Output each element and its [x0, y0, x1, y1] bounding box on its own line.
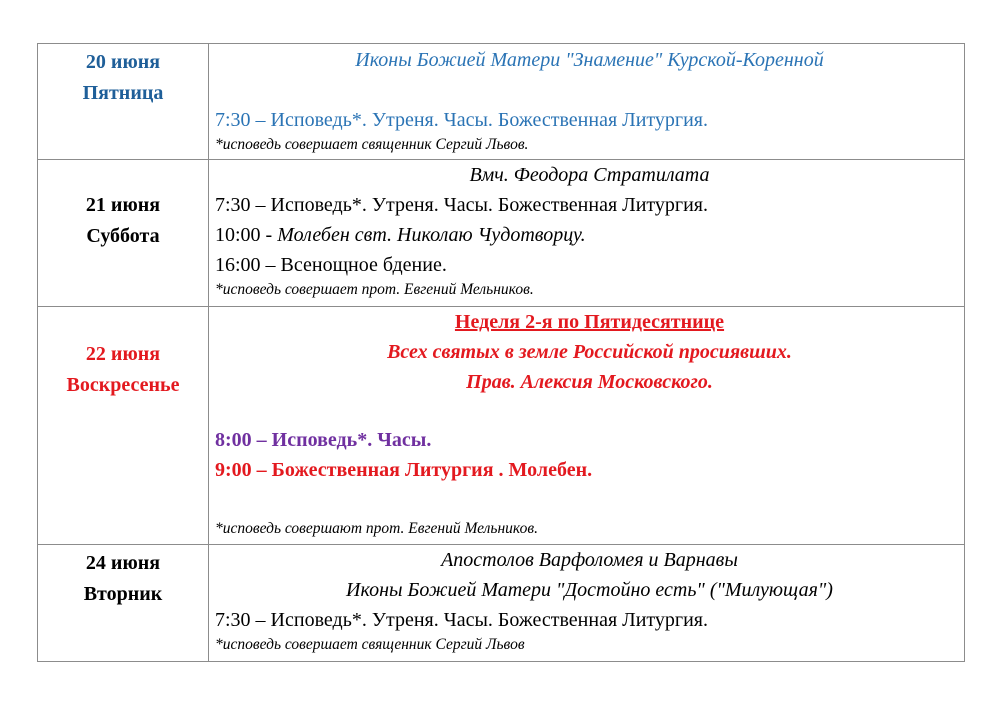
- date-label: 24 июня: [85, 552, 161, 574]
- schedule-row-20-june: [38, 44, 965, 160]
- confession-note: *исповедь совершают прот. Евгений Мельников.: [215, 520, 538, 537]
- service-cell: [209, 160, 965, 307]
- confession-note: *исповедь совершает прот. Евгений Мельников.: [215, 281, 534, 298]
- service-cell: [209, 545, 965, 662]
- day-cell: [38, 545, 209, 662]
- confession-note: *исповедь совершает священник Сергий Львов.: [215, 136, 529, 153]
- day-cell: [38, 307, 209, 545]
- feast-subtitle: Всех святых в земле Российской просиявших.: [387, 341, 792, 363]
- service-line: 9:00 – Божественная Литургия . Молебен.: [215, 459, 593, 481]
- schedule-table: [37, 43, 965, 662]
- service-cell: [209, 307, 965, 545]
- service-line: 7:30 – Исповедь*. Утреня. Часы. Божественная Литургия.: [215, 609, 708, 631]
- service-time: 10:00 -: [215, 224, 278, 246]
- service-line: 8:00 – Исповедь*. Часы.: [215, 429, 432, 451]
- service-text: Молебен свт. Николаю Чудотворцу.: [277, 224, 586, 246]
- feast-subtitle: Иконы Божией Матери "Достойно есть" ("Милующая"): [346, 579, 833, 601]
- service-line: 7:30 – Исповедь*. Утреня. Часы. Божественная Литургия.: [215, 109, 708, 131]
- service-line: [215, 220, 964, 250]
- schedule-row-21-june: [38, 160, 965, 307]
- day-cell: [38, 160, 209, 307]
- weekday-label: Вторник: [83, 583, 163, 605]
- confession-note: *исповедь совершает священник Сергий Львов: [215, 636, 525, 653]
- schedule-row-22-june: [38, 307, 965, 545]
- date-label: 21 июня: [85, 194, 161, 216]
- weekday-label: Воскресенье: [66, 374, 180, 396]
- date-label: 22 июня: [85, 343, 161, 365]
- service-cell: [209, 44, 965, 160]
- weekday-label: Суббота: [86, 225, 160, 247]
- feast-title: Вмч. Феодора Стратилата: [469, 164, 710, 186]
- feast-title: Иконы Божией Матери "Знамение" Курской-Коренной: [355, 49, 824, 71]
- feast-subtitle: Прав. Алексия Московского.: [466, 371, 713, 393]
- feast-title: Апостолов Варфоломея и Варнавы: [441, 549, 738, 571]
- service-line: 16:00 – Всенощное бдение.: [215, 254, 447, 276]
- feast-title: Неделя 2-я по Пятидесятнице: [454, 311, 725, 333]
- schedule-row-24-june: [38, 545, 965, 662]
- weekday-label: Пятница: [82, 82, 164, 104]
- day-cell: [38, 44, 209, 160]
- date-label: 20 июня: [85, 51, 161, 73]
- service-line: 7:30 – Исповедь*. Утреня. Часы. Божественная Литургия.: [215, 194, 708, 216]
